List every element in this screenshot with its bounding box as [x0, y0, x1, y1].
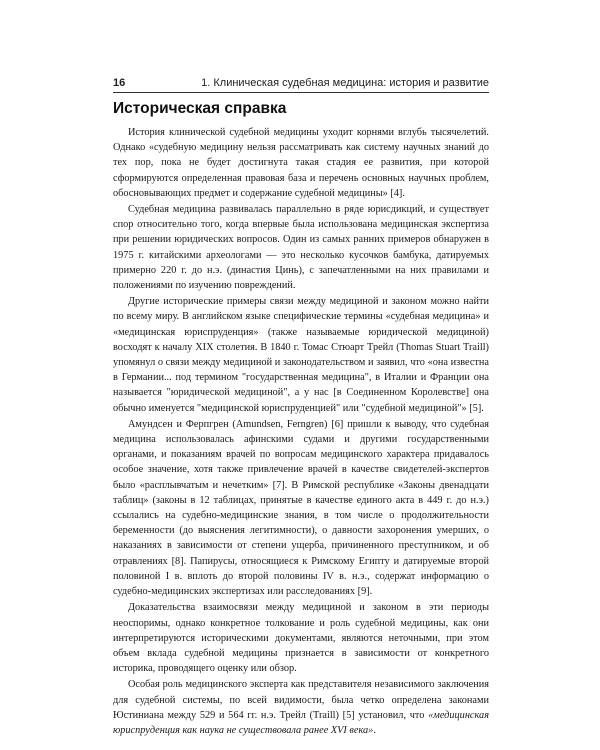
paragraph-text: Особая роль медицинского эксперта как представителя независимого заключения для судебной системы, по всей видимости, была четко определена законами Юстиниана между 529 и 564 гг. н.э. Трейл (Traill) [5] установил, что — [113, 679, 489, 721]
paragraph-tail: . — [373, 724, 376, 736]
section-title: Историческая справка — [113, 100, 287, 117]
running-header — [113, 77, 489, 91]
paragraph — [113, 677, 489, 738]
page-number: 16 — [113, 77, 126, 89]
paragraph: Доказательства взаимосвязи между медициной и законом в эти периоды неоспоримы, однако конкретное толкование и роль судебной медицины, как они интерпретируются историческими документами, являются неточными, при этом объем вклада судебной медицины признается в зависимости от конкретного историка, проводящего оценку или обзор. — [113, 602, 489, 675]
italic-quote: «медицинская юриспруденция как наука не существовала ранее XVI века» — [113, 709, 489, 736]
paragraph: Амундсен и Ферпгрен (Amundsen, Ferngren) [6] пришли к выводу, что судебная медицина использовалась афинскими судами и другими государственными органами, и показаниям врачей по вопросам медицинского характера придавалось особое значение, хотя также привлечение врачей в качестве свидетелей-экспертов было «расплывчатым и нечетким» [7]. В Римской республике «Законы двенадцати таблиц» (законы в 12 таблицах, принятые в качестве единого акта в 449 г. до н.э.) ссылались на судебно-медицинские знания, в том числе о продолжительности беременности (до выяснения легитимности), о давности захоронения умерших, о наказаниях в зависимости от степени ущерба, причиненного преступником, и об отравлениях [8]. Папирусы, относящиеся к Римскому Египту и датируемые второй половиной I в. вплоть до второй половины IV в. н.э., содержат информацию о судебно-медицинских экспертизах или расследованиях [9]. — [113, 418, 489, 598]
chapter-title: 1. Клиническая судебная медицина: история и развитие — [201, 77, 489, 89]
paragraph: История клинической судебной медицины уходит корнями вглубь тысячелетий. Однако «судебную медицину нельзя рассматривать как систему научных знаний до тех пор, пока не будет достигнута такая стадия ее развития, при которой сформируются определенная правовая база и перечень основных научных проблем, обосновывающих предмет и содержание судебной медицины» [4]. — [113, 127, 489, 199]
body-text — [113, 125, 489, 738]
paragraph: Другие исторические примеры связи между медициной и законом можно найти по всему миру. В английском языке специфические термины «судебная медицина» и «медицинская юриспруденция» (также называемые юридической медициной) восходят к началу XIX столетия. В 1840 г. Томас Стюарт Трейл (Thomas Stuart Traill) упомянул о связи между медициной и законодательством и заявил, что «она известна в Германии... под термином "государственная медицина", в Италии и Франции она называется "юридической медициной", а у нас [в Соединенном Королевстве] она обычно именуется "медицинской юриспруденцией" или "судебной медициной"» [5]. — [113, 296, 489, 414]
header-divider — [113, 92, 489, 93]
paragraph: Судебная медицина развивалась параллельно в ряде юрисдикций, и существует спор относительно того, когда впервые была использована медицинская экспертиза при решении юридических вопросов. Один из самых ранних примеров обнаружен в 1975 г. китайскими археологами — это несколько кусочков бамбука, датируемых примерно 220 г. до н.э. (династия Цинь), с запечатленными на них правилами и положениями по изучению повреждений. — [113, 204, 489, 292]
